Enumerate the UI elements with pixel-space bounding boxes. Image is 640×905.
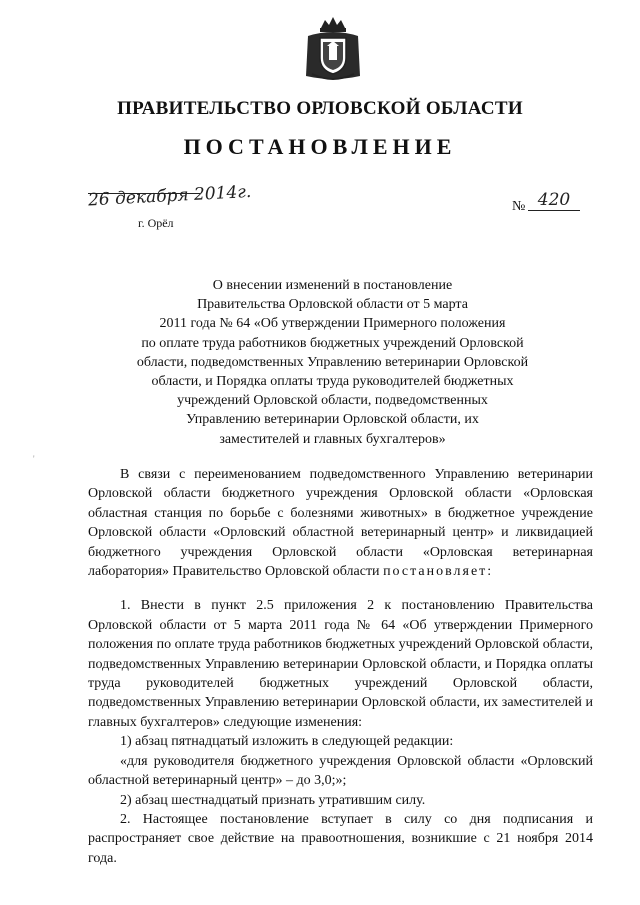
number-label: № [512,199,526,214]
subject-line: области, подведомственных Управлению ветеринарии Орловской [136,354,529,370]
scan-margin-mark: ' [33,454,35,464]
item-1-paragraph: 1. Внести в пункт 2.5 приложения 2 к постановлению Правительства Орловской области от 5 марта 2011 года № 64 «Об утверждении Примерного положения по оплате труда работников бюджетных учреждений Орловской области, подведомственных Управлению ветеринарии Орловской области, и Порядка оплаты труда руководителей бюджетных учреждений Орловской области, подведомственных Управлению ветеринарии Орловской области, их заместителей и главных бухгалтеров» следующие изменения: [88,598,593,730]
document-type-title: ПОСТАНОВЛЕНИЕ [183,134,457,159]
handwritten-date: 26 декабря 2014г. [87,181,252,211]
subject-line: по оплате труда работников бюджетных учреждений Орловской [141,335,524,351]
subject-line: О внесении изменений в постановление [212,278,453,293]
item-2-paragraph: 2. Настоящее постановление вступает в силу со дня подписания и распространяет свое действие на правоотношения, возникшие с 21 ноября 2014 года. [88,811,593,866]
subject-line: Правительства Орловской области от 5 марта [197,297,468,313]
item-1-1-paragraph: 1) абзац пятнадцатый изложить в следующей редакции: [120,734,454,750]
document-body [88,465,593,868]
subject-line: заместителей и главных бухгалтеров» [219,431,446,447]
preamble-text: В связи с переименованием подведомственного Управлению ветеринарии Орловской области бюджетного учреждения Орловской области «Орловская областная станция по борьбе с болезнями животных» в бюджетное учреждение Орловской области «Орловский областной ветеринарный центр» и ликвидацией бюджетного учреждения Орловской области «Орловская ветеринарная лаборатория» Правительство Орловской области [88,467,593,580]
organization-title: ПРАВИТЕЛЬСТВО ОРЛОВСКОЙ ОБЛАСТИ [117,98,523,119]
subject-line: Управлению ветеринарии Орловской области, их [186,412,479,428]
subject-line: 2011 года № 64 «Об утверждении Примерного положения [159,316,506,332]
subject-line: области, и Порядка оплаты труда руководителей бюджетных [151,374,514,390]
coat-of-arms-emblem [302,14,364,84]
preamble-paragraph [88,465,593,581]
item-1-2-paragraph: 2) абзац шестнадцатый признать утратившим силу. [120,792,426,808]
decree-word: постановляет: [383,564,494,580]
city-label: г. Орёл [138,216,174,230]
document-subject [110,276,555,449]
subject-line: учреждений Орловской области, подведомственных [177,393,488,409]
item-1-1-quote-paragraph: «для руководителя бюджетного учреждения Орловской области «Орловский областной ветеринарный центр» – до 3,0;»; [88,753,593,789]
handwritten-number: 420 [528,190,580,211]
